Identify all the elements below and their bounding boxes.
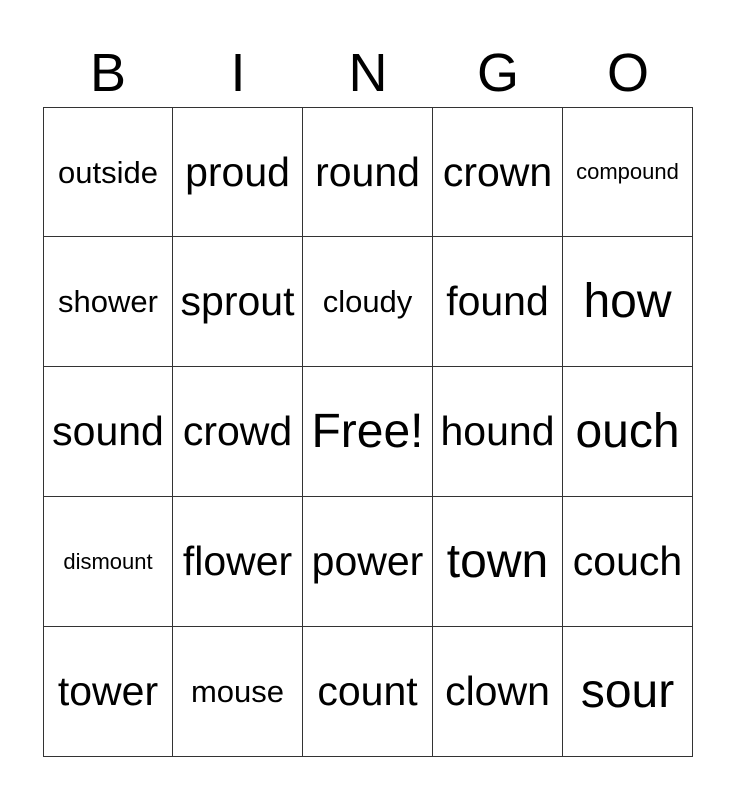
header-letter-i: I (230, 43, 246, 103)
bingo-cell[interactable]: compound (563, 107, 693, 237)
free-space-cell[interactable]: Free! (303, 367, 433, 497)
header-letter-n: N (348, 43, 388, 103)
bingo-cell[interactable]: count (303, 627, 433, 757)
header-letter-g: G (476, 43, 519, 103)
bingo-cell[interactable]: flower (173, 497, 303, 627)
bingo-cell[interactable]: couch (563, 497, 693, 627)
bingo-cell[interactable]: clown (433, 627, 563, 757)
bingo-cell[interactable]: how (563, 237, 693, 367)
bingo-cell[interactable]: sprout (173, 237, 303, 367)
bingo-board (43, 107, 693, 757)
bingo-cell[interactable]: proud (173, 107, 303, 237)
bingo-cell[interactable]: dismount (43, 497, 173, 627)
bingo-cell[interactable]: cloudy (303, 237, 433, 367)
bingo-cell[interactable]: found (433, 237, 563, 367)
bingo-cell[interactable]: tower (43, 627, 173, 757)
header-letter-o: O (606, 43, 649, 103)
bingo-cell[interactable]: sound (43, 367, 173, 497)
bingo-cell[interactable]: ouch (563, 367, 693, 497)
header-letter-b: B (89, 43, 127, 103)
bingo-cell[interactable]: mouse (173, 627, 303, 757)
bingo-cell[interactable]: crowd (173, 367, 303, 497)
bingo-cell[interactable]: round (303, 107, 433, 237)
bingo-cell[interactable]: sour (563, 627, 693, 757)
bingo-cell[interactable]: hound (433, 367, 563, 497)
bingo-cell[interactable]: crown (433, 107, 563, 237)
bingo-cell[interactable]: town (433, 497, 563, 627)
bingo-cell[interactable]: outside (43, 107, 173, 237)
bingo-cell[interactable]: power (303, 497, 433, 627)
bingo-header (43, 40, 693, 106)
bingo-cell[interactable]: shower (43, 237, 173, 367)
